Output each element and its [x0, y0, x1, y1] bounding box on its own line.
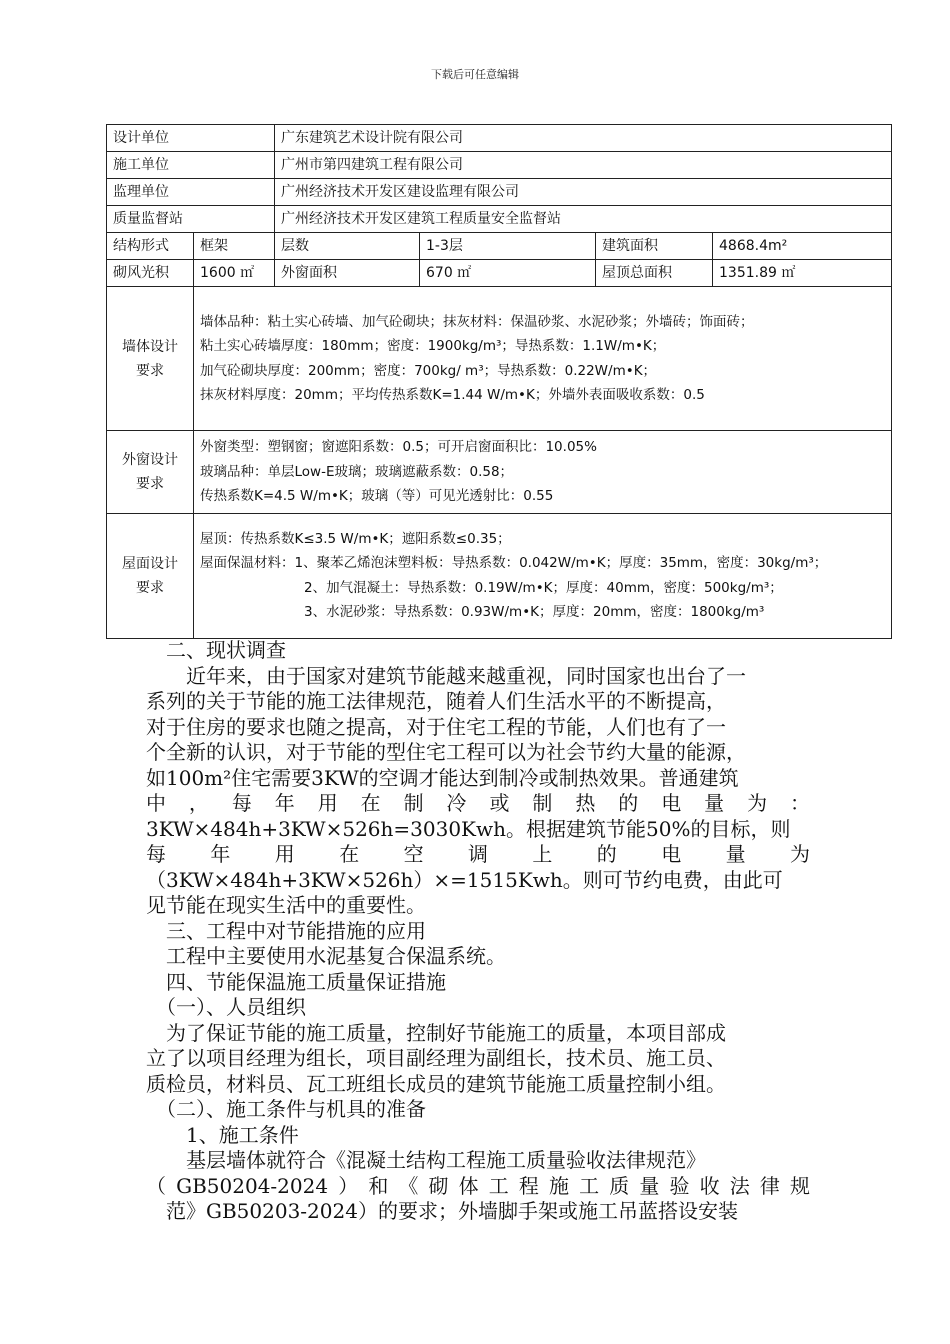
table-row: [107, 260, 892, 287]
window-requirements-label: [107, 431, 194, 514]
supervision-unit-label: 监理单位: [107, 179, 275, 206]
paragraph-line: 工程中主要使用水泥基复合保温系统。: [146, 944, 506, 968]
section-heading: 四、节能保温施工质量保证措施: [146, 969, 446, 994]
section-heading: 三、工程中对节能措施的应用: [146, 918, 426, 943]
paragraph-line: 中，每年用在制冷或制热的电量为：: [146, 791, 810, 815]
design-unit-value: 广东建筑艺术设计院有限公司: [275, 125, 892, 152]
wall-line: 粘土实心砖墙厚度：180mm；密度：1900kg/m³；导热系数：1.1W/m•K；: [200, 338, 666, 354]
roof-label-line2: 要求: [136, 579, 164, 596]
paragraph-line: 3KW×484h+3KW×526h=3030Kwh。根据建筑节能50%的目标，则: [146, 816, 791, 841]
page-header: 下载后可任意编辑: [431, 68, 519, 81]
paragraph-line: 范》GB50203-2024）的要求；外墙脚手架或施工吊蓝搭设安装: [146, 1199, 738, 1223]
table-row: [107, 179, 892, 206]
roof-requirements-label: [107, 513, 194, 638]
paragraph-line: 为了保证节能的施工质量，控制好节能施工的质量，本项目部成: [146, 1020, 726, 1045]
paragraph-line: 系列的关于节能的施工法律规范，随着人们生活水平的不断提高，: [146, 689, 726, 713]
wall-label-line2: 要求: [136, 362, 164, 379]
section-heading: 二、现状调查: [146, 638, 286, 662]
structure-label: 结构形式: [107, 233, 194, 260]
roof-line: 屋面保温材料：1、聚苯乙烯泡沫塑料板：导热系数：0.042W/m•K；厚度：35mm，密度：30kg/m³；: [200, 555, 828, 571]
paragraph-line: （GB50204-2024）和《砌体工程施工质量验收法律规: [146, 1173, 810, 1198]
paragraph-line: 基层墙体就符合《混凝土结构工程施工质量验收法律规范》: [146, 1148, 706, 1172]
paragraph-line: （3KW×484h+3KW×526h）×=1515Kwh。则可节约电费，由此可: [146, 867, 783, 892]
table-row: [107, 206, 892, 233]
structure-value: 框架: [194, 233, 275, 260]
design-unit-label: 设计单位: [107, 125, 275, 152]
window-area-value: 670 ㎡: [420, 260, 596, 287]
roof-line: 3、水泥砂浆：导热系数：0.93W/m•K；厚度：20mm，密度：1800kg/m³: [304, 604, 765, 620]
window-label-line1: 外窗设计: [122, 451, 178, 468]
window-requirements-content: [194, 431, 892, 514]
ratio-value: 1600 ㎡: [194, 260, 275, 287]
table-row: [107, 513, 892, 638]
window-line: 玻璃品种：单层Low-E玻璃；玻璃遮蔽系数：0.58；: [200, 463, 514, 480]
wall-requirements-label: [107, 287, 194, 431]
building-area-label: 建筑面积: [596, 233, 713, 260]
quality-station-label: 质量监督站: [107, 206, 275, 233]
paragraph-line: 如100m²住宅需要3KW的空调才能达到制冷或制热效果。普通建筑: [146, 765, 739, 790]
paragraph-line: 质检员，材料员、瓦工班组长成员的建筑节能施工质量控制小组。: [146, 1071, 726, 1096]
paragraph-line: 个全新的认识，对于节能的型住宅工程可以为社会节约大量的能源，: [146, 740, 746, 764]
construction-unit-value: 广州市第四建筑工程有限公司: [275, 152, 892, 179]
quality-station-value: 广州经济技术开发区建筑工程质量安全监督站: [275, 206, 892, 233]
paragraph-line: 立了以项目经理为组长，项目副经理为副组长，技术员、施工员、: [146, 1046, 726, 1070]
subsection-heading: 1、施工条件: [146, 1122, 299, 1147]
wall-requirements-content: [194, 287, 892, 431]
wall-line: 墙体品种：粘土实心砖墙、加气砼砌块；抹灰材料：保温砂浆、水泥砂浆；外墙砖；饰面砖；: [200, 313, 754, 330]
subsection-heading: （二）、施工条件与机具的准备: [146, 1097, 426, 1121]
construction-unit-label: 施工单位: [107, 152, 275, 179]
table-row: [107, 287, 892, 431]
roof-line: 2、加气混凝土：导热系数：0.19W/m•K；厚度：40mm，密度：500kg/m³；: [304, 579, 783, 596]
wall-label-line1: 墙体设计: [122, 338, 178, 355]
project-info-table: [106, 124, 892, 639]
table-row: [107, 125, 892, 152]
roof-label-line1: 屋面设计: [122, 555, 178, 572]
building-area-value: 4868.4m²: [713, 233, 892, 260]
subsection-heading: （一）、人员组织: [146, 995, 306, 1019]
body-text: [146, 638, 810, 1225]
paragraph-line: 每年用在空调上的电量为: [146, 842, 810, 866]
paragraph-line: 见节能在现实生活中的重要性。: [146, 893, 426, 917]
window-label-line2: 要求: [136, 475, 164, 492]
roof-area-label: 屋顶总面积: [596, 260, 713, 287]
window-line: 传热系数K=4.5 W/m•K；玻璃（等）可见光透射比：0.55: [200, 488, 554, 504]
floors-label: 层数: [275, 233, 420, 260]
window-area-label: 外窗面积: [275, 260, 420, 287]
paragraph-line: 对于住房的要求也随之提高，对于住宅工程的节能，人们也有了一: [146, 714, 726, 739]
wall-line: 抹灰材料厚度：20mm；平均传热系数K=1.44 W/m•K；外墙外表面吸收系数：0.5: [200, 387, 705, 403]
window-line: 外窗类型：塑钢窗；窗遮阳系数：0.5；可开启窗面积比：10.05%: [200, 439, 597, 455]
roof-area-value: 1351.89 ㎡: [713, 260, 892, 287]
supervision-unit-value: 广州经济技术开发区建设监理有限公司: [275, 179, 892, 206]
roof-requirements-content: [194, 513, 892, 638]
table-row: [107, 431, 892, 514]
table-row: [107, 233, 892, 260]
roof-line: 屋顶：传热系数K≤3.5 W/m•K；遮阳系数≤0.35；: [200, 530, 511, 547]
ratio-label: 砌风光积: [107, 260, 194, 287]
paragraph-line: 近年来，由于国家对建筑节能越来越重视，同时国家也出台了一: [146, 663, 746, 688]
wall-line: 加气砼砌块厚度：200mm；密度：700kg/ m³；导热系数：0.22W/m•K；: [200, 362, 657, 379]
floors-value: 1-3层: [420, 233, 596, 260]
table-row: [107, 152, 892, 179]
